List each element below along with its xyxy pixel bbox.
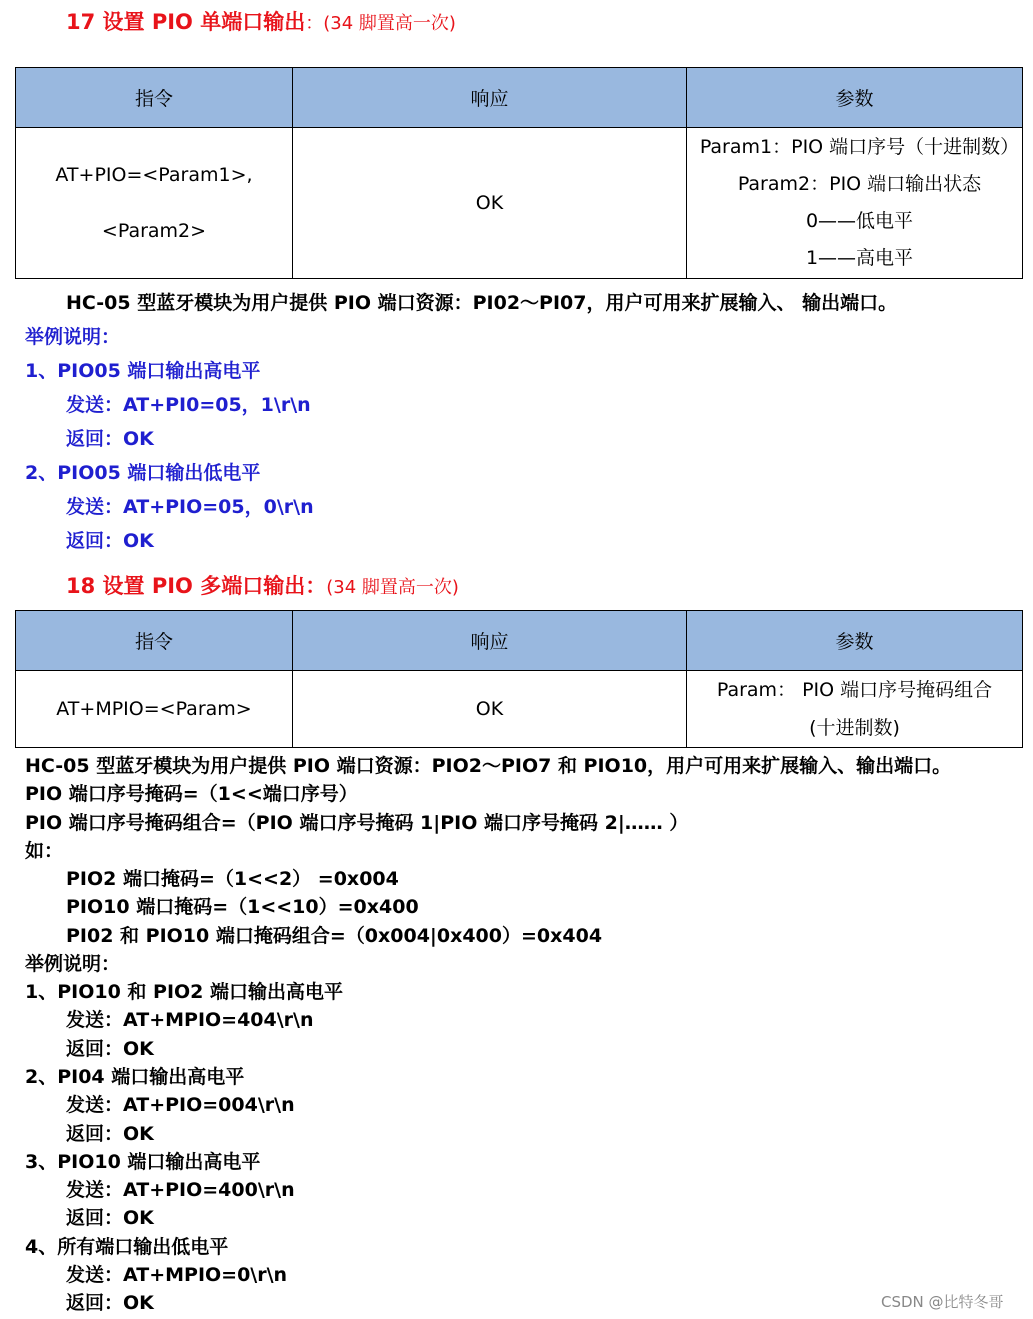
table-header-row bbox=[16, 68, 1023, 128]
command-line-1: AT+PIO=<Param1>, bbox=[55, 164, 253, 186]
section-17-table bbox=[15, 67, 1023, 279]
command-cell bbox=[16, 128, 293, 279]
params-cell bbox=[687, 128, 1023, 279]
command-line-2: <Param2> bbox=[101, 220, 207, 242]
col-header-params: 参数 bbox=[687, 611, 1023, 671]
param-line-1: Param： PIO 端口序号掩码组合 bbox=[716, 679, 993, 701]
example-4-return: 返回：OK bbox=[66, 1292, 154, 1314]
example-1-send: 发送：AT+MPIO=404\r\n bbox=[66, 1009, 314, 1031]
such-as-label: 如： bbox=[25, 840, 64, 862]
command-cell: AT+MPIO=<Param> bbox=[16, 671, 293, 748]
param-line-1: Param1：PIO 端口序号（十进制数） bbox=[699, 136, 1020, 158]
section-18-description: HC-05 型蓝牙模块为用户提供 PIO 端口资源：PIO2～PIO7 和 PIO10，用户可用来扩展输入、输出端口。 bbox=[25, 755, 952, 777]
section-17-note: ：(34 脚置高一次) bbox=[305, 13, 456, 34]
mask-example-3: PI02 和 PIO10 端口掩码组合=（0x004|0x400）=0x404 bbox=[66, 925, 603, 947]
example-3-send: 发送：AT+PIO=400\r\n bbox=[66, 1179, 295, 1201]
mask-example-1: PIO2 端口掩码=（1<<2） =0x004 bbox=[66, 868, 399, 890]
response-cell: OK bbox=[293, 671, 687, 748]
response-cell: OK bbox=[293, 128, 687, 279]
example-1-return: 返回：OK bbox=[66, 1038, 154, 1060]
example-3-title: 3、PIO10 端口输出高电平 bbox=[25, 1151, 261, 1173]
table-row bbox=[16, 128, 1023, 279]
mask-definition: PIO 端口序号掩码=（1<<端口序号） bbox=[25, 783, 358, 805]
example-header: 举例说明： bbox=[25, 326, 121, 348]
section-17-title bbox=[66, 6, 456, 36]
param-line-2: (十进制数) bbox=[809, 717, 900, 739]
example-2-return: 返回：OK bbox=[66, 530, 154, 552]
example-header: 举例说明： bbox=[25, 953, 121, 975]
col-header-command: 指令 bbox=[16, 68, 293, 128]
example-1-title: 1、PIO10 和 PIO2 端口输出高电平 bbox=[25, 981, 344, 1003]
table-header-row bbox=[16, 611, 1023, 671]
example-2-send: 发送：AT+PIO=05，0\r\n bbox=[66, 496, 314, 518]
section-18-title bbox=[66, 570, 459, 600]
param-line-3: 0——低电平 bbox=[805, 210, 914, 232]
table-row bbox=[16, 671, 1023, 748]
section-18-title-text: 18 设置 PIO 多端口输出： bbox=[66, 574, 327, 598]
param-line-2: Param2：PIO 端口输出状态 bbox=[737, 173, 982, 195]
section-17-title-text: 17 设置 PIO 单端口输出 bbox=[66, 10, 306, 34]
example-2-send: 发送：AT+PIO=004\r\n bbox=[66, 1094, 295, 1116]
csdn-watermark: CSDN @比特冬哥 bbox=[881, 1293, 1004, 1311]
example-2-title: 2、PI04 端口输出高电平 bbox=[25, 1066, 245, 1088]
example-1-send: 发送：AT+PI0=05，1\r\n bbox=[66, 394, 311, 416]
example-3-return: 返回：OK bbox=[66, 1207, 154, 1229]
example-4-send: 发送：AT+MPIO=0\r\n bbox=[66, 1264, 288, 1286]
example-2-return: 返回：OK bbox=[66, 1123, 154, 1145]
section-18-note: (34 脚置高一次) bbox=[326, 577, 459, 598]
mask-example-2: PIO10 端口掩码=（1<<10）=0x400 bbox=[66, 896, 419, 918]
example-4-title: 4、所有端口输出低电平 bbox=[25, 1236, 229, 1258]
example-1-return: 返回：OK bbox=[66, 428, 154, 450]
params-cell bbox=[687, 671, 1023, 748]
col-header-command: 指令 bbox=[16, 611, 293, 671]
param-line-4: 1——高电平 bbox=[805, 247, 914, 269]
example-2-title: 2、PIO05 端口输出低电平 bbox=[25, 462, 261, 484]
col-header-response: 响应 bbox=[293, 611, 687, 671]
section-18-table bbox=[15, 610, 1023, 748]
col-header-params: 参数 bbox=[687, 68, 1023, 128]
col-header-response: 响应 bbox=[293, 68, 687, 128]
section-17-description: HC-05 型蓝牙模块为用户提供 PIO 端口资源：PI02～PI07，用户可用来扩展输入、 输出端口。 bbox=[66, 292, 898, 314]
mask-combination-definition: PIO 端口序号掩码组合=（PIO 端口序号掩码 1|PIO 端口序号掩码 2|…… ） bbox=[25, 812, 689, 834]
example-1-title: 1、PIO05 端口输出高电平 bbox=[25, 360, 261, 382]
